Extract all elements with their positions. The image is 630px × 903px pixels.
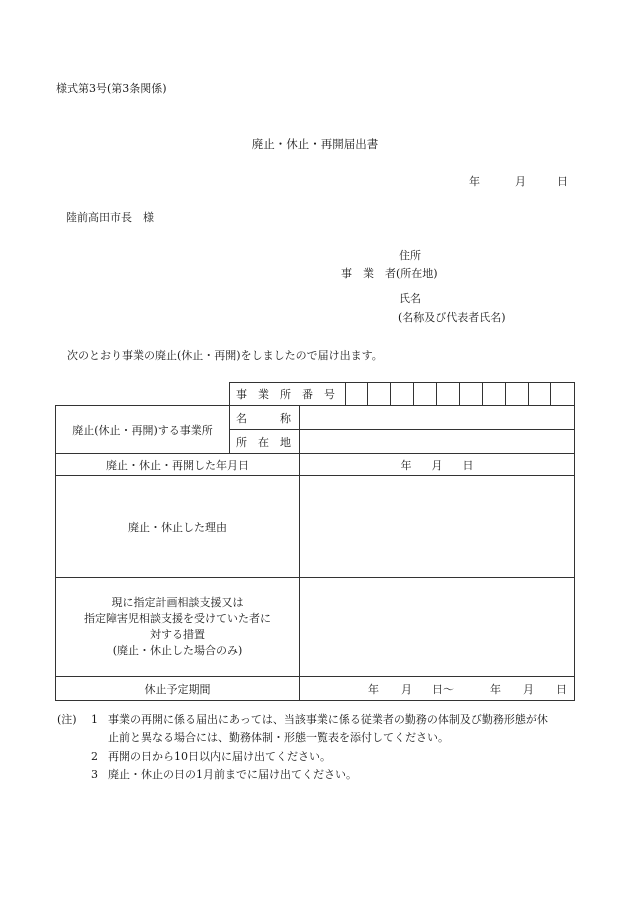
period-month-1: 月 <box>401 682 412 696</box>
intro-text: 次のとおり事業の廃止(休止・再開)をしましたので届け出ます。 <box>67 349 383 362</box>
office-number-digit[interactable] <box>551 383 575 406</box>
name-sub-label: (名称及び代表者氏名) <box>398 311 506 324</box>
reason-field[interactable] <box>300 476 575 578</box>
date-field-month: 月 <box>431 458 443 472</box>
document-title: 廃止・休止・再開届出書 <box>251 137 379 151</box>
office-label: 廃止(休止・再開)する事業所 <box>56 406 230 454</box>
measures-line: 対する措置 <box>150 628 205 641</box>
date-label: 廃止・休止・再開した年月日 <box>56 454 300 476</box>
period-year-2: 年 <box>490 682 501 696</box>
measures-line: (廃止・休止した場合のみ) <box>112 644 243 657</box>
notification-form-table <box>55 382 575 701</box>
address-label: 住所 <box>399 249 421 262</box>
date-month-label: 月 <box>515 175 526 188</box>
office-name-label: 名 称 <box>230 406 300 430</box>
office-name-field[interactable] <box>300 406 575 430</box>
name-label: 氏名 <box>399 292 421 305</box>
office-number-digit[interactable] <box>437 383 460 406</box>
note-number: 2 <box>91 750 98 763</box>
period-year-1: 年 <box>368 682 379 696</box>
office-number-digit[interactable] <box>368 383 391 406</box>
period-day-2: 日 <box>556 682 567 696</box>
period-day-1: 日〜 <box>432 682 454 696</box>
office-number-digit[interactable] <box>529 383 551 406</box>
note-number: 3 <box>91 768 98 781</box>
office-number-digit[interactable] <box>460 383 483 406</box>
date-field-year: 年 <box>400 458 412 472</box>
business-label: 事 業 者(所在地) <box>341 267 438 280</box>
office-number-digit[interactable] <box>483 383 506 406</box>
date-day-label: 日 <box>557 175 568 188</box>
note-text: 止前と異なる場合には、勤務体制・形態一覧表を添付してください。 <box>108 731 449 744</box>
note-text: 再開の日から10日以内に届け出てください。 <box>108 750 331 763</box>
note-number: 1 <box>91 713 98 726</box>
note-text: 事業の再開に係る届出にあっては、当該事業に係る従業者の勤務の体制及び勤務形態が休 <box>108 713 548 726</box>
office-number-digit[interactable] <box>391 383 414 406</box>
measures-line: 現に指定計画相談支援又は <box>111 596 244 609</box>
date-year-label: 年 <box>469 175 480 188</box>
period-label: 休止予定期間 <box>56 677 300 701</box>
note-text: 廃止・休止の日の1月前までに届け出てください。 <box>108 768 357 781</box>
office-number-digit[interactable] <box>506 383 529 406</box>
office-number-digit[interactable] <box>346 383 368 406</box>
period-field[interactable] <box>300 677 575 701</box>
measures-label <box>56 578 300 677</box>
reason-label: 廃止・休止した理由 <box>56 476 300 578</box>
measures-field[interactable] <box>300 578 575 677</box>
office-location-label: 所 在 地 <box>230 430 300 454</box>
office-location-field[interactable] <box>300 430 575 454</box>
office-number-digit[interactable] <box>414 383 437 406</box>
date-field-day: 日 <box>462 458 474 472</box>
blank-corner <box>56 383 230 406</box>
office-number-label: 事 業 所 番 号 <box>230 383 346 406</box>
notes-prefix: (注) <box>57 713 77 726</box>
submission-date <box>469 175 568 189</box>
date-field[interactable] <box>300 454 575 476</box>
form-number: 様式第3号(第3条関係) <box>56 82 167 95</box>
addressee: 陸前高田市長 様 <box>66 211 154 224</box>
measures-line: 指定障害児相談支援を受けていた者に <box>84 612 271 625</box>
period-month-2: 月 <box>523 682 534 696</box>
